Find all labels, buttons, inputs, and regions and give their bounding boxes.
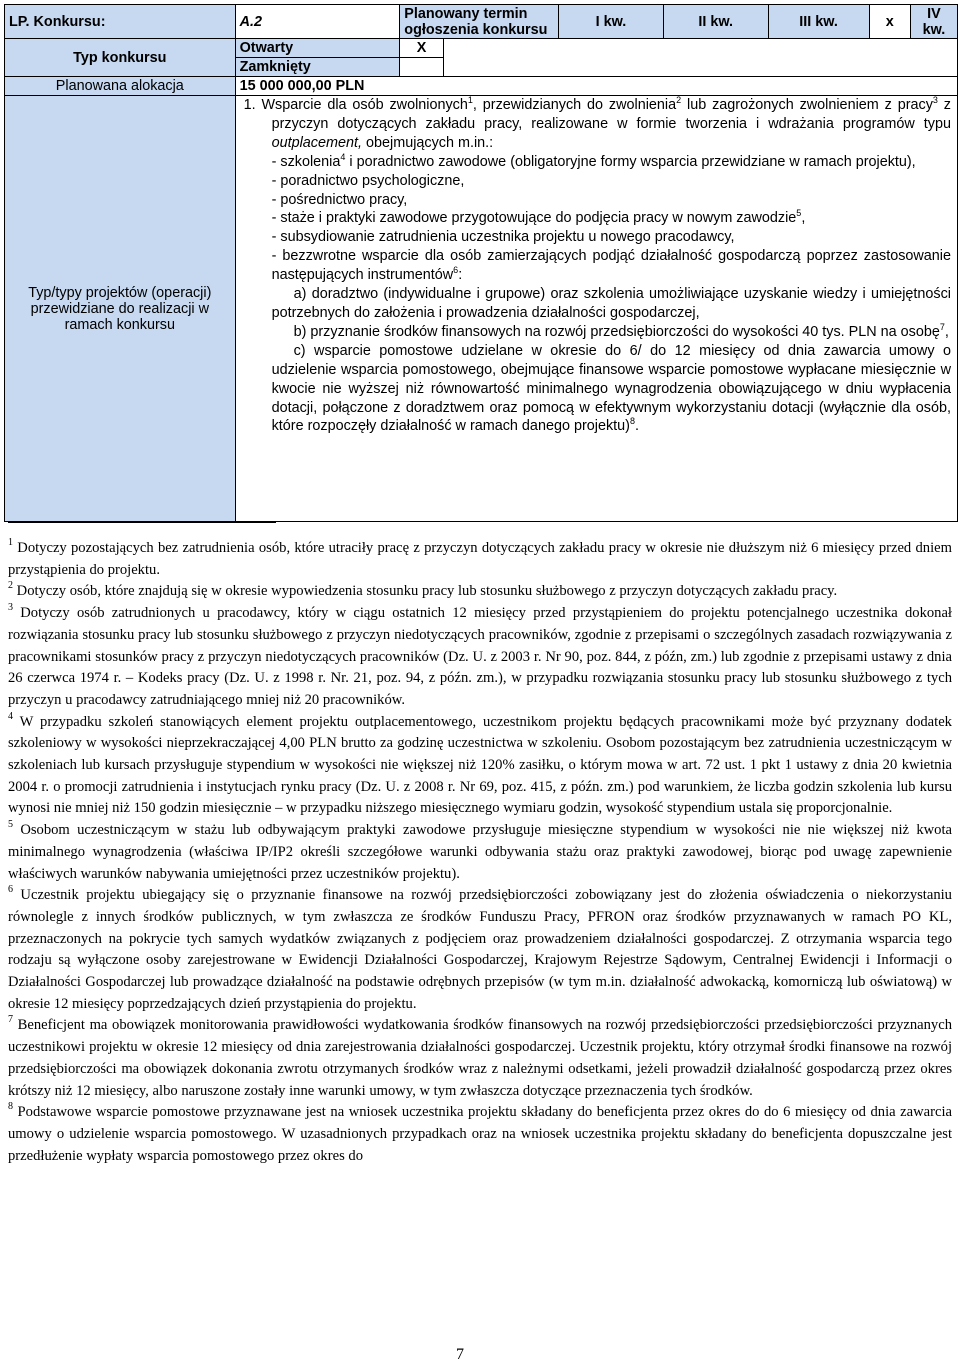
allocation-value: 15 000 000,00 PLN: [235, 77, 957, 96]
footnote-3: $^3$ Dotyczy osób zatrudnionych u pracodawcy, który w ciągu ostatnich 12 miesięcy przed przystąpieniem do projektu potencjalnego uczestnika dokonał rozwiązania stosunku pracy lub stosunku służbowego z przyczyn niedotyczących pracowników, zgodnie z przepisami o szczególnych zasadach rozwiązywania z pracownikami stosunków pracy z przyczyn niedotyczących pracowników (Dz. U. z 2003 r. Nr 90, poz. 844, z późn, zm.) lub zgodnie z przepisami ustawy z dnia 26 czerwca 1974 r. – Kodeks pracy (Dz. U. z 1998 r. Nr. 21, poz. 94, z późn. zm.), w przypadku rozwiązania stosunku pracy lub stosunku służbowego z tych przyczyn u pracodawcy zatrudniającego mniej niż 20 pracowników.: [8, 602, 952, 708]
sub-item-b: b) przyznanie środków finansowych na rozwój przedsiębiorczości do wysokości 40 tys. PLN na osobę$^7$,: [293, 321, 949, 340]
project-types-row: [5, 96, 958, 522]
footnote-6: $^6$ Uczestnik projektu ubiegający się o przyznanie finansowe na rozwój przedsiębiorczości zobowiązany jest do złożenia oświadczenia o niekorzystaniu równolegle z innych środków publicznych, w tym zwłaszcza ze środków Funduszu Pracy, PFRON oraz środków przyznawanych w ramach PO KL, przeznaczonych na pokrycie tych samych wydatków związanych z podjęciem oraz prowadzeniem działalności gospodarczej. Z otrzymania wsparcia tego rodzaju są wyłączone osoby zarejestrowane w Ewidencji Działalności Gospodarczej, Krajowym Rejestrze Sądowym, Centralnej Ewidencji i Informacji o Działalności Gospodarczej lub prowadzące działalność na podstawie odrębnych przepisów (w tym m.in. działalność adwokacką, komorniczą lub oświatową) w okresie 12 miesięcy poprzedzających dzień przystąpienia do projektu.: [8, 884, 952, 1012]
form-table: [4, 4, 958, 522]
bullet-nonrepayable: - bezzwrotne wsparcie dla osób zamierzających podjąć działalność gospodarczą poprzez zastosowanie następujących instrumentów$^6$:: [271, 248, 951, 284]
type-label: Typ konkursu: [5, 39, 236, 77]
type-closed-mark: [400, 58, 444, 77]
sub-item-a: a) doradztwo (indywidualne i grupowe) oraz szkolenia umożliwiające uzyskanie wiedzy i umiejętności potrzebnych do założenia i prowadzenia działalności gospodarczej,: [271, 286, 951, 321]
footnote-separator: [8, 522, 276, 523]
allocation-label: Planowana alokacja: [5, 77, 236, 96]
bullet-training: - szkolenia$^4$ i poradnictwo zawodowe (obligatoryjne formy wsparcia przewidziane w ramach projektu),: [271, 151, 916, 170]
page-number: 7: [456, 1346, 464, 1363]
term-label: Planowany termin ogłoszenia konkursu: [400, 5, 559, 39]
bullet-mediation: - pośrednictwo pracy,: [271, 191, 408, 208]
project-types-content: [235, 96, 957, 522]
project-types-label: Typ/typy projektów (operacji) przewidziane do realizacji w ramach konkursu: [5, 96, 236, 522]
type-open-row: [5, 39, 958, 58]
footnote-5: $^5$ Osobom uczestniczącym w stażu lub odbywającym praktyki zawodowe przysługuje miesięczne stypendium w wysokości nie nie większej niż kwota minimalnego wynagrodzenia (właściwa IP/IP2 określi szczegółowe warunki odbywania stażu oraz praktyki zawodowej, biorąc pod uwagę zapewnienie właściwych warunków nabywania umiejętności przez uczestników projektu).: [8, 819, 952, 882]
type-open-label: Otwarty: [235, 39, 400, 58]
quarter-3: III kw.: [768, 5, 869, 39]
quarter-1: I kw.: [559, 5, 664, 39]
allocation-row: [5, 77, 958, 96]
header-row: [5, 5, 958, 39]
bullet-psychology: - poradnictwo psychologiczne,: [271, 172, 465, 189]
footnote-7: $^7$ Beneficjent ma obowiązek monitorowania prawidłowości wydatkowania środków finansowych na rozwój przedsiębiorczości przedsiębiorczości przyznanych uczestnikowi projektu w okresie 12 miesięcy od dnia zarejestrowania działalności gospodarczej. Uczestnik projektu, który otrzymał środki finansowe na rozwój przedsiębiorczości ma obowiązek dokonania zwrotu otrzymanych środków wraz z należnymi odsetkami, jeżeli prowadził działalność gospodarczą przez okres krótszy niż 12 miesięcy, albo naruszone zostały inne warunki umowy, w tym zwłaszcza dotyczące przeznaczenia tych środków.: [8, 1014, 952, 1099]
footnotes: [8, 538, 952, 1167]
footnote-2: $^2$ Dotyczy osób, które znajdują się w okresie wypowiedzenia stosunku pracy lub stosunku służbowego z przyczyn dotyczących zakładu pracy.: [8, 580, 838, 600]
sub-item-c: c) wsparcie pomostowe udzielane w okresie do 6/ do 12 miesięcy od dnia zawarcia umowy o udzielenie wsparcia pomostowego, obejmujące finansowe wsparcie pomostowe wypłacane miesięcznie w kwocie nie wyższej niż równowartość minimalnego wynagrodzenia obowiązującego w dniu wypłacenia dotacji, połączone z doradztwem oraz pomocą w efektywnym wykorzystaniu dotacji (wyłącznie dla osób, które rozpoczęły działalność w ramach danego projektu)$^8$.: [271, 342, 951, 435]
lp-label: LP. Konkursu:: [5, 5, 236, 39]
type-open-mark: X: [400, 39, 444, 58]
quarter-2: II kw.: [663, 5, 768, 39]
bullet-internships: - staże i praktyki zawodowe przygotowujące do podjęcia pracy w nowym zawodzie$^5$,: [271, 208, 806, 227]
footnote-4: $^4$ W przypadku szkoleń stanowiących element projektu outplacementowego, uczestnikom projektu będących pracownikami może być przyznany dodatek szkoleniowy w wysokości nieprzekraczającej 4,00 PLN brutto za godzinę uczestnictwa w szkoleniu. Osobom pozostającym bez zatrudnienia uczestniczącym w szkoleniach lub kursach przysługuje stypendium w wysokości nie większej niż 120% zasiłku, o którym mowa w art. 72 ust. 1 pkt 1 ustawy z dnia 20 kwietnia 2004 r. o promocji zatrudnienia i instytucjach rynku pracy (Dz. U. z 2008 r. Nr 69, poz. 415, z późn. zm.) pod warunkiem, że liczba godzin szkolenia lub kursu wynosi nie mniej niż 150 godzin miesięcznie – w przypadku niższego miesięcznego wymiaru godzin, wysokość stypendium ustala się proporcjonalnie.: [8, 710, 952, 817]
type-empty: [443, 39, 957, 77]
quarter-4: IV kw.: [910, 5, 957, 39]
footnote-8: $^8$ Podstawowe wsparcie pomostowe przyznawane jest na wniosek uczestnika projektu składany do beneficjenta przez okres do do 6 miesięcy od dnia zawarcia umowy o udzielenie wsparcia pomostowego. W uzasadnionych przypadkach oraz na wniosek uczestnika projektu składany do beneficjenta dopuszczalne jest przedłużenie wypłaty wsparcia pomostowego przez okres do: [8, 1101, 953, 1164]
footnote-1: $^1$ Dotyczy pozostających bez zatrudnienia osób, które utraciły pracę z przyczyn dotyczących zakładu pracy w okresie nie dłuższym niż 6 miesięcy przed dniem przystąpienia do projektu.: [8, 537, 952, 578]
type-closed-label: Zamknięty: [235, 58, 400, 77]
lp-value: A.2: [235, 5, 400, 39]
quarter-mark: x: [869, 5, 910, 39]
bullet-subsidy: - subsydiowanie zatrudnienia uczestnika projektu u nowego pracodawcy,: [271, 229, 735, 246]
intro-paragraph: 1. Wsparcie dla osób zwolnionych$^1$, przewidzianych do zwolnienia$^2$ lub zagrożonych zwolnieniem z pracy$^3$ z przyczyn dotyczących zakładu pracy, realizowane w formie tworzenia i wdrażania programów typu outplacement, obejmujących m.in.:: [243, 95, 951, 151]
